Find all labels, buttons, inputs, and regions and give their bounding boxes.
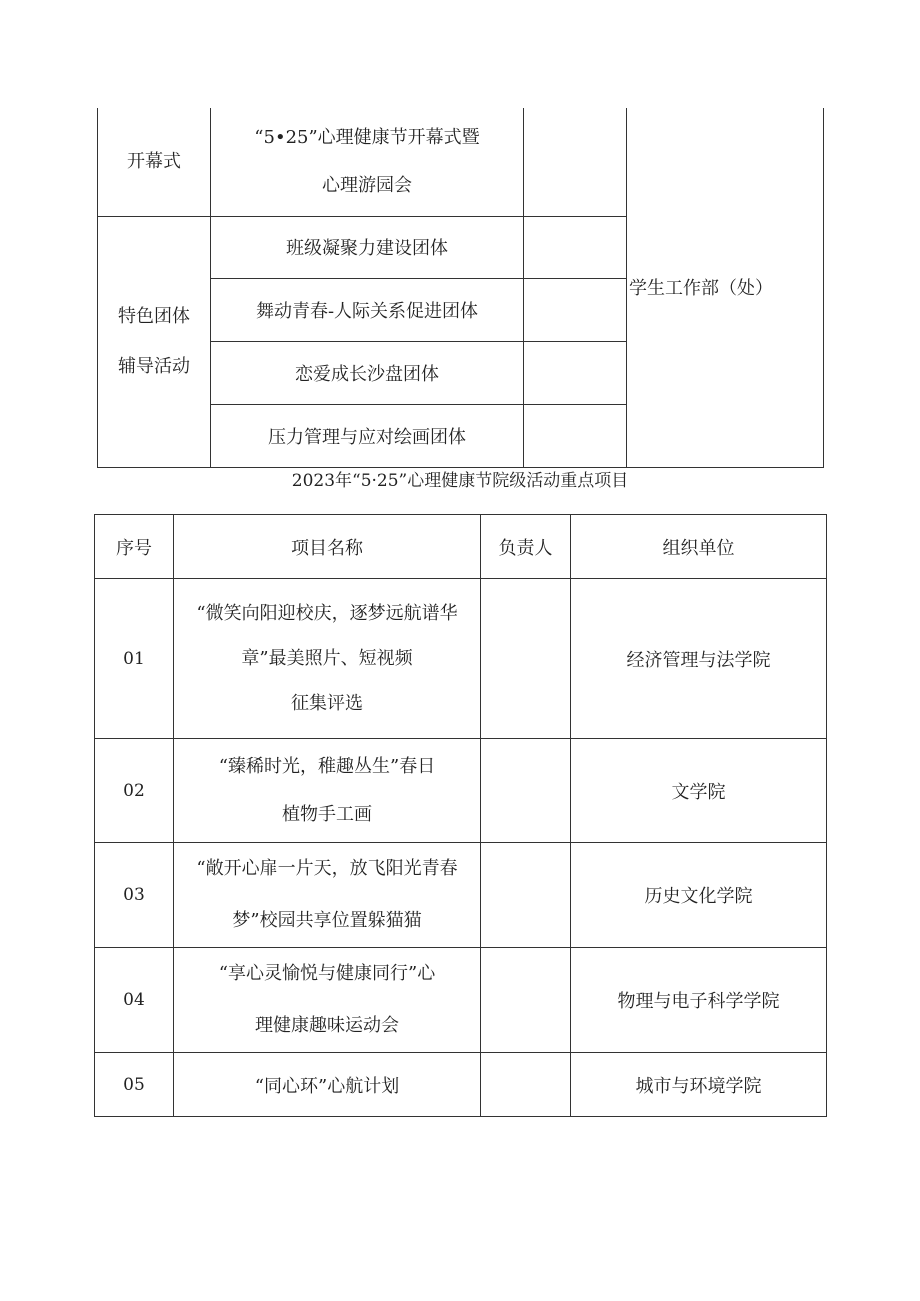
activity-cell <box>211 108 524 216</box>
project-name-line: 植物手工画 <box>282 803 372 825</box>
owner-cell <box>524 216 627 278</box>
project-name-line: “微笑向阳迎校庆，逐梦远航谱华 <box>196 603 458 624</box>
project-name-line: 章”最美照片、短视频 <box>241 648 413 669</box>
table-row <box>95 1053 827 1117</box>
owner-cell <box>524 278 627 341</box>
table-row <box>95 948 827 1053</box>
category-label: 开幕式 <box>127 150 181 172</box>
unit-cell: 文学院 <box>571 739 827 843</box>
project-name-line: 理健康趣味运动会 <box>255 1015 399 1036</box>
project-name-cell <box>174 843 481 948</box>
unit-cell: 物理与电子科学学院 <box>571 948 827 1053</box>
owner-cell <box>524 341 627 404</box>
unit-cell: 经济管理与法学院 <box>571 579 827 739</box>
project-name-cell <box>174 579 481 739</box>
owner-cell <box>481 739 571 843</box>
project-name-line: 梦”校园共享位置躲猫猫 <box>232 910 422 931</box>
owner-cell <box>481 843 571 948</box>
project-name-line: “享心灵愉悦与健康同行”心 <box>218 963 436 984</box>
activity-cell: 舞动青春-人际关系促进团体 <box>211 278 524 341</box>
unit-cell: 历史文化学院 <box>571 843 827 948</box>
owner-cell <box>524 404 627 467</box>
table-header-row <box>95 515 827 579</box>
activity-cell: 班级凝聚力建设团体 <box>211 216 524 278</box>
owner-cell <box>481 579 571 739</box>
column-header-number: 序号 <box>95 515 174 579</box>
activity-cell: 压力管理与应对绘画团体 <box>211 404 524 467</box>
table-row <box>95 843 827 948</box>
table-row <box>95 739 827 843</box>
project-name-line: 征集评选 <box>291 693 363 714</box>
owner-cell <box>481 948 571 1053</box>
column-header-unit: 组织单位 <box>571 515 827 579</box>
department-label: 学生工作部（处） <box>629 278 773 300</box>
row-number: 05 <box>95 1053 174 1117</box>
row-number: 04 <box>95 948 174 1053</box>
owner-cell <box>481 1053 571 1117</box>
row-number: 01 <box>95 579 174 739</box>
activity-label: 心理游园会 <box>322 174 412 196</box>
unit-cell: 城市与环境学院 <box>571 1053 827 1117</box>
row-number: 03 <box>95 843 174 948</box>
activity-label: “5•25”心理健康节开幕式暨 <box>254 126 480 148</box>
activity-schedule-table <box>97 108 824 468</box>
project-name-line: “臻稀时光，稚趣丛生”春日 <box>218 755 436 777</box>
category-cell <box>98 216 211 467</box>
activity-cell: 恋爱成长沙盘团体 <box>211 341 524 404</box>
category-label: 特色团体 <box>118 305 190 327</box>
owner-cell <box>524 108 627 216</box>
category-cell <box>98 108 211 216</box>
row-number: 02 <box>95 739 174 843</box>
category-label: 辅导活动 <box>118 355 190 377</box>
table-row <box>98 108 824 216</box>
table-caption: 2023年“5·25”心理健康节院级活动重点项目 <box>291 471 629 491</box>
project-name-cell: “同心环”心航计划 <box>174 1053 481 1117</box>
project-name-cell <box>174 948 481 1053</box>
project-name-line: “敞开心扉一片天，放飞阳光青春 <box>196 858 458 879</box>
column-header-owner: 负责人 <box>481 515 571 579</box>
department-cell <box>627 108 824 467</box>
table-row <box>95 579 827 739</box>
project-name-cell <box>174 739 481 843</box>
key-projects-table <box>94 514 827 1117</box>
column-header-name: 项目名称 <box>174 515 481 579</box>
